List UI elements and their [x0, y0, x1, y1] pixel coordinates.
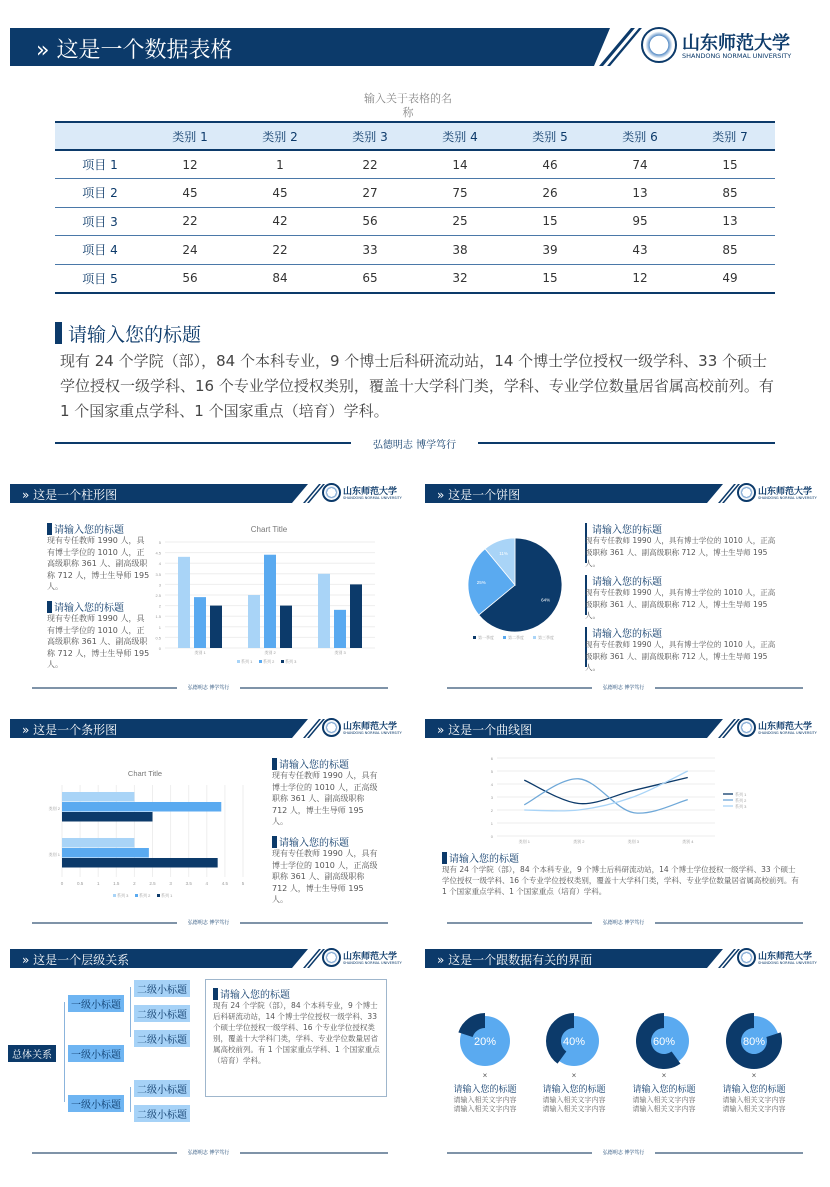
series-line — [524, 771, 688, 811]
y-tick-label: 2 — [158, 603, 161, 609]
legend-label: 第三季度 — [538, 635, 554, 640]
x-tick-label: 类别 3 — [334, 650, 346, 655]
bar — [178, 557, 190, 648]
y-tick-label: 1.5 — [155, 614, 161, 620]
bar — [62, 802, 221, 812]
slide-title: » 这是一个层级关系 — [22, 953, 130, 967]
chart-title: Chart Title — [250, 525, 288, 534]
logo-text: 山东师范大学 — [682, 33, 790, 54]
legend-label: 系列 3 — [117, 893, 129, 898]
x-tick-label: 1.5 — [113, 881, 120, 886]
y-tick-label: 4 — [158, 561, 161, 567]
row-header: 项目 3 — [55, 207, 145, 236]
column-header: 类别 6 — [595, 122, 685, 150]
section-paragraph: 现有专任教师 1990 人，具有博士学位的 1010 人，正高级职称 361 人、副高级职称 712 人，博士生导师 195 人。 — [585, 640, 776, 672]
table-cell: 43 — [595, 236, 685, 265]
motto: 弘德明志 博学笃行 — [187, 1150, 230, 1156]
logo-subtext: SHANDONG NORMAL UNIVERSITY — [758, 731, 817, 735]
slide-title-text: 这是一个条形图 — [33, 723, 118, 737]
section-title-bar — [213, 988, 218, 1000]
logo-subtext: SHANDONG NORMAL UNIVERSITY — [758, 496, 817, 500]
y-tick-label: 类别 1 — [48, 852, 60, 857]
level2-node[interactable]: 二级小标题 — [134, 1080, 190, 1097]
donut-label: 40% — [562, 1036, 586, 1048]
slide-title: » 这是一个条形图 — [22, 723, 118, 737]
y-tick-label: 1 — [490, 821, 493, 826]
table-cell: 12 — [145, 150, 235, 179]
table-cell: 12 — [632, 271, 648, 285]
x-tick-label: 2.5 — [149, 881, 156, 886]
section-title: 请输入您的标题 — [68, 324, 202, 346]
section-title: 请输入您的标题 — [54, 603, 124, 614]
bar — [334, 610, 346, 648]
logo-text: 山东师范大学 — [343, 487, 398, 497]
table-cell: 56 — [182, 271, 198, 285]
x-tick-label: 2 — [133, 881, 136, 886]
slide-bar-chart — [0, 470, 415, 700]
legend-label: 系列 1 — [735, 792, 747, 797]
table-cell: 95 — [595, 207, 685, 236]
section-paragraph: 现有专任教师 1990 人，具有博士学位的 1010 人，正高级职称 361 人、副高级职称 712 人，博士生导师 195 人。 — [272, 771, 378, 826]
bar — [62, 838, 134, 848]
table-row — [55, 264, 775, 293]
legend-label: 系列 3 — [285, 659, 297, 664]
bar — [280, 606, 292, 648]
footer-line — [55, 442, 351, 444]
item-text: 请输入相关文字内容 — [453, 1106, 517, 1113]
y-tick-label: 2.5 — [155, 593, 161, 598]
level2-node[interactable]: 二级小标题 — [134, 980, 190, 997]
close-icon: × — [571, 1071, 577, 1080]
level2-node[interactable]: 二级小标题 — [134, 1105, 190, 1122]
section-title: 请输入您的标题 — [279, 838, 349, 849]
table-cell: 27 — [325, 179, 415, 208]
column-header: 类别 5 — [505, 122, 595, 150]
section-paragraph: 现有专任教师 1990 人，具有博士学位的 1010 人，正高级职称 361 人、副高级职称 712 人，博士生导师 195 人。 — [585, 536, 776, 568]
chart-title: Chart Title — [127, 769, 163, 778]
slide-title-text: 这是一个层级关系 — [33, 953, 130, 967]
logo-subtext: SHANDONG NORMAL UNIVERSITY — [343, 496, 402, 500]
table-cell: 42 — [235, 207, 325, 236]
logo-subtext: SHANDONG NORMAL UNIVERSITY — [343, 961, 402, 965]
x-tick-label: 4.5 — [221, 881, 229, 886]
item-text: 请输入相关文字内容 — [722, 1106, 786, 1113]
level1-node[interactable]: 一级小标题 — [68, 995, 124, 1012]
header-stripe — [303, 949, 321, 968]
data-label: 25% — [476, 579, 486, 585]
chart — [415, 705, 830, 935]
table-cell: 49 — [722, 271, 738, 285]
motto: 弘德明志 博学笃行 — [372, 440, 457, 451]
bar — [62, 848, 149, 858]
x-tick-label: 3.5 — [185, 881, 192, 886]
y-tick-label: 3 — [490, 795, 493, 800]
section-paragraph: 现有 24 个学院（部），84 个本科专业，9 个博士后科研流动站，14 个博士学位授权一级学科、33 个硕士学位授权一级学科、16 个专业学位授权类别，覆盖十大学科门类，学科、专业学位数量居省属高校前列。有 1 个国家重点学科、1 个国家重点（培育）学科。 — [60, 352, 774, 420]
bar — [248, 595, 260, 648]
legend-label: 第二季度 — [508, 635, 524, 640]
table-cell: 74 — [595, 150, 685, 179]
bar — [62, 812, 153, 822]
item-text: 请输入相关文字内容 — [453, 1097, 517, 1104]
bar — [210, 606, 222, 648]
connector-line — [64, 1002, 65, 1102]
table-cell: 85 — [685, 236, 775, 265]
slide-pie-chart — [415, 470, 830, 700]
row-header: 项目 1 — [55, 150, 145, 179]
legend-swatch — [113, 894, 116, 897]
y-tick-label: 5 — [490, 769, 493, 774]
footer-line — [240, 1152, 388, 1154]
column-header: 类别 1 — [145, 122, 235, 150]
table-cell: 85 — [685, 179, 775, 208]
legend-label: 第一季度 — [478, 635, 494, 640]
item-heading: 请输入您的标题 — [632, 1084, 696, 1094]
table-row — [55, 236, 775, 265]
logo-text: 山东师范大学 — [343, 722, 398, 732]
x-tick-label: 1 — [96, 881, 100, 886]
legend-label: 系列 1 — [241, 659, 253, 664]
level2-node[interactable]: 二级小标题 — [134, 1005, 190, 1022]
close-icon: × — [482, 1071, 488, 1080]
table-cell: 39 — [505, 236, 595, 265]
table-cell: 13 — [595, 179, 685, 208]
x-tick-label: 类别 2 — [573, 839, 585, 844]
legend-label: 系列 3 — [735, 804, 747, 809]
y-tick-label: 2 — [490, 808, 493, 813]
table-cell: 22 — [235, 236, 325, 265]
root-node[interactable]: 总体关系 — [8, 1045, 56, 1062]
section-title: 请输入您的标题 — [54, 525, 124, 536]
section-title: 请输入您的标题 — [449, 854, 519, 865]
chart — [0, 470, 415, 700]
slide-title: » 这是一个柱形图 — [22, 488, 118, 502]
table-row — [55, 150, 775, 179]
y-tick-label: 0.5 — [155, 635, 161, 641]
x-tick-label: 0.5 — [76, 881, 84, 886]
series-line — [524, 778, 688, 804]
table-cell: 45 — [235, 179, 325, 208]
x-tick-label: 3 — [169, 881, 172, 886]
legend-swatch — [281, 660, 284, 663]
section-paragraph: 现有专任教师 1990 人，具有博士学位的 1010 人，正高级职称 361 人、副高级职称 712 人，博士生导师 195 人。 — [47, 536, 150, 591]
university-seal-icon — [641, 27, 677, 63]
logo-subtext: SHANDONG NORMAL UNIVERSITY — [343, 731, 402, 735]
chart — [415, 935, 830, 1165]
legend-swatch — [473, 636, 476, 639]
item-text: 请输入相关文字内容 — [632, 1106, 696, 1113]
column-header: 类别 4 — [415, 122, 505, 150]
table-cell: 65 — [362, 271, 378, 285]
legend-label: 系列 2 — [735, 798, 747, 803]
logo-subtext: SHANDONG NORMAL UNIVERSITY — [682, 52, 792, 60]
close-icon: × — [751, 1071, 757, 1080]
slide-title-text: 这是一个曲线图 — [448, 723, 533, 737]
page-title-text: 这是一个数据表格 — [56, 38, 233, 63]
logo-text: 山东师范大学 — [758, 952, 813, 962]
table-row — [55, 207, 775, 236]
motto: 弘德明志 博学笃行 — [602, 920, 645, 926]
section-paragraph: 现有 24 个学院（部），84 个本科专业，9 个博士后科研流动站，14 个博士学位授权一级学科、33 个硕士学位授权一级学科、16 个专业学位授权类别，覆盖十大学科门类，学科、专业学位数量居省属高校前列。有 1 个国家重点学科、1 个国家重点（培育）学科。 — [213, 1001, 380, 1065]
row-header: 项目 5 — [82, 271, 118, 286]
slide-title-text: 这是一个饼图 — [448, 488, 521, 502]
table-cell: 26 — [505, 179, 595, 208]
y-tick-label: 6 — [490, 756, 493, 761]
section-title: 请输入您的标题 — [220, 990, 290, 1001]
x-tick-label: 类别 1 — [194, 650, 206, 655]
university-seal-icon — [322, 948, 341, 967]
page-title: » 这是一个数据表格 — [36, 38, 233, 63]
x-tick-label: 5 — [241, 881, 245, 886]
bar — [194, 597, 206, 648]
column-header — [55, 122, 145, 150]
legend-swatch — [157, 894, 160, 897]
section-title: 请输入您的标题 — [592, 525, 662, 536]
table-cell: 15 — [505, 207, 595, 236]
column-header: 类别 7 — [685, 122, 775, 150]
item-text: 请输入相关文字内容 — [542, 1097, 606, 1104]
x-tick-label: 0 — [60, 881, 64, 886]
item-heading: 请输入您的标题 — [542, 1084, 606, 1094]
legend-label: 系列 1 — [161, 893, 173, 898]
bar — [350, 584, 362, 648]
slide-title: » 这是一个曲线图 — [437, 723, 533, 737]
level2-node[interactable]: 二级小标题 — [134, 1030, 190, 1047]
connector-line — [130, 987, 131, 1037]
y-tick-label: 1 — [158, 624, 161, 630]
bar — [62, 858, 218, 868]
logo-text: 山东师范大学 — [758, 722, 813, 732]
table-cell: 45 — [145, 179, 235, 208]
item-heading: 请输入您的标题 — [453, 1084, 517, 1094]
table-cell: 24 — [145, 236, 235, 265]
legend-swatch — [533, 636, 536, 639]
connector-line — [130, 1087, 131, 1112]
table-cell: 33 — [325, 236, 415, 265]
data-label: 64% — [541, 597, 551, 603]
x-tick-label: 类别 2 — [264, 650, 276, 655]
bar — [318, 574, 330, 648]
y-tick-label: 类别 2 — [48, 806, 60, 811]
item-text: 请输入相关文字内容 — [632, 1097, 696, 1104]
legend-swatch — [237, 660, 240, 663]
table-cell: 15 — [542, 271, 558, 285]
motto: 弘德明志 博学笃行 — [602, 685, 645, 691]
y-tick-label: 3.5 — [155, 571, 161, 577]
x-tick-label: 类别 1 — [518, 839, 530, 844]
y-tick-label: 4 — [490, 782, 493, 787]
donut-label: 80% — [742, 1036, 766, 1048]
table-cell: 32 — [452, 271, 468, 285]
slide-title: » 这是一个饼图 — [437, 488, 521, 502]
legend-swatch — [259, 660, 262, 663]
table-cell: 46 — [505, 150, 595, 179]
table-cell: 1 — [235, 150, 325, 179]
legend-swatch — [503, 636, 506, 639]
table-row — [55, 179, 775, 208]
table-cell: 84 — [272, 271, 288, 285]
table-cell: 38 — [415, 236, 505, 265]
slide-line-chart — [415, 705, 830, 935]
legend-swatch — [135, 894, 138, 897]
y-tick-label: 5 — [158, 540, 161, 545]
motto: 弘德明志 博学笃行 — [187, 685, 230, 691]
slide-title-text: 这是一个跟数据有关的界面 — [448, 953, 593, 967]
motto: 弘德明志 博学笃行 — [187, 920, 230, 926]
level1-node[interactable]: 一级小标题 — [68, 1045, 124, 1062]
section-paragraph: 现有专任教师 1990 人，具有博士学位的 1010 人，正高级职称 361 人、副高级职称 712 人，博士生导师 195 人。 — [585, 588, 776, 620]
section-title: 请输入您的标题 — [592, 629, 662, 640]
table-caption-line: 称 — [402, 106, 414, 119]
section-title: 请输入您的标题 — [592, 577, 662, 588]
section-paragraph: 现有专任教师 1990 人，具有博士学位的 1010 人，正高级职称 361 人、副高级职称 712 人，博士生导师 195 人。 — [272, 849, 378, 904]
y-tick-label: 3 — [158, 582, 161, 588]
data-label: 11% — [499, 551, 508, 557]
table-caption-line: 输入关于表格的名 — [364, 92, 452, 105]
table-cell: 75 — [415, 179, 505, 208]
slide-horizontal-bar-chart — [0, 705, 415, 935]
logo-subtext: SHANDONG NORMAL UNIVERSITY — [758, 961, 817, 965]
footer-line — [478, 442, 775, 444]
bar — [62, 792, 134, 802]
donut-label: 20% — [473, 1036, 497, 1048]
bar — [264, 555, 276, 648]
section-title: 请输入您的标题 — [279, 760, 349, 771]
row-header: 项目 2 — [55, 179, 145, 208]
table-cell: 15 — [685, 150, 775, 179]
chart — [0, 705, 415, 935]
row-header: 项目 4 — [55, 236, 145, 265]
slide-title-text: 这是一个柱形图 — [33, 488, 118, 502]
table-cell: 22 — [145, 207, 235, 236]
motto: 弘德明志 博学笃行 — [602, 1150, 645, 1156]
table-cell: 25 — [415, 207, 505, 236]
column-header: 类别 3 — [325, 122, 415, 150]
x-tick-label: 类别 3 — [627, 839, 639, 844]
item-heading: 请输入您的标题 — [722, 1084, 786, 1094]
slide-title: » 这是一个跟数据有关的界面 — [437, 953, 593, 967]
y-tick-label: 0 — [158, 646, 161, 651]
legend-label: 系列 2 — [139, 893, 151, 898]
chart — [415, 470, 830, 700]
table-cell: 13 — [685, 207, 775, 236]
item-text: 请输入相关文字内容 — [722, 1097, 786, 1104]
level1-node[interactable]: 一级小标题 — [68, 1095, 124, 1112]
x-tick-label: 4 — [205, 881, 209, 886]
logo-text: 山东师范大学 — [343, 952, 398, 962]
table-caption — [330, 92, 486, 120]
item-text: 请输入相关文字内容 — [542, 1106, 606, 1113]
table-cell: 14 — [415, 150, 505, 179]
footer-line — [32, 1152, 177, 1154]
close-icon: × — [661, 1071, 667, 1080]
slide-data — [415, 935, 830, 1165]
section-title-bar — [55, 322, 62, 344]
data-table — [55, 121, 775, 294]
y-tick-label: 4.5 — [155, 550, 161, 556]
column-header: 类别 2 — [235, 122, 325, 150]
donut-label: 60% — [652, 1036, 676, 1048]
section-paragraph: 现有专任教师 1990 人，具有博士学位的 1010 人，正高级职称 361 人、副高级职称 712 人，博士生导师 195 人。 — [47, 614, 150, 669]
slide-hierarchy — [0, 935, 415, 1165]
table-cell: 22 — [325, 150, 415, 179]
logo-text: 山东师范大学 — [758, 487, 813, 497]
table-cell: 56 — [325, 207, 415, 236]
legend-label: 系列 2 — [263, 659, 275, 664]
x-tick-label: 类别 4 — [682, 839, 694, 844]
y-tick-label: 0 — [490, 834, 493, 839]
section-paragraph: 现有 24 个学院（部），84 个本科专业，9 个博士后科研流动站，14 个博士学位授权一级学科、33 个硕士学位授权一级学科、16 个专业学位授权类别，覆盖十大学科门类，学科、专业学位数量居省属高校前列。有 1 个国家重点学科、1 个国家重点（培育）学科。 — [442, 865, 799, 896]
